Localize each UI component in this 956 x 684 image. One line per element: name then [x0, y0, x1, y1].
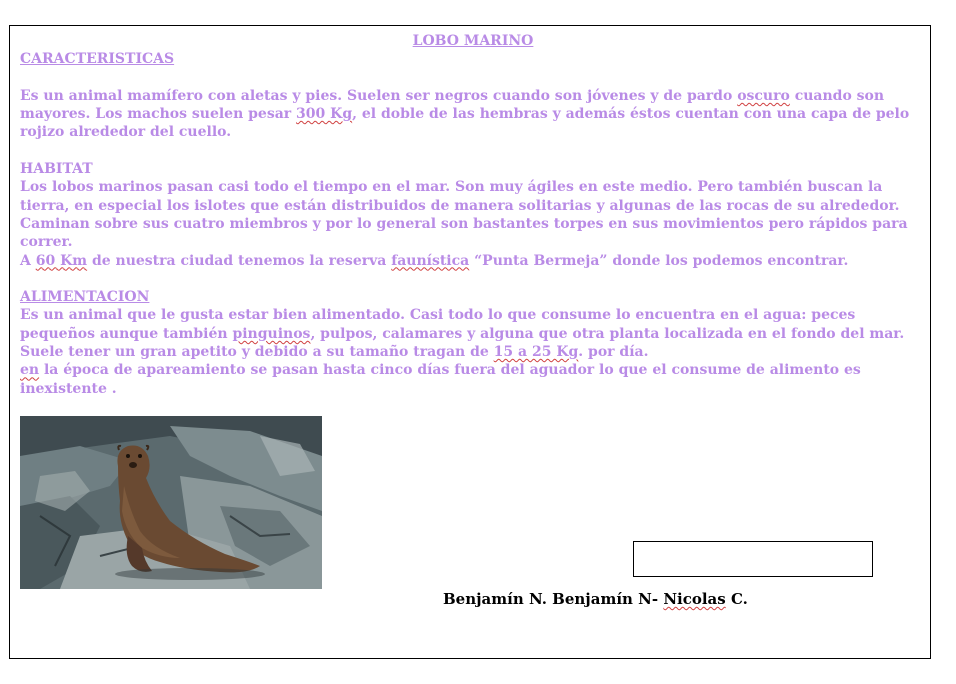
text-run: , el doble de las hembras y además éstos cuentan con una capa de pelo rojizo alrededor del cuello.	[20, 106, 910, 141]
spellcheck-word: 300 Kg	[296, 106, 353, 123]
heading-habitat: HABITAT	[20, 161, 93, 178]
spellcheck-word: faunística	[391, 252, 470, 269]
page-title: LOBO MARINO	[412, 33, 534, 49]
paragraph-alimentacion-1	[20, 306, 926, 361]
empty-text-box	[633, 541, 873, 577]
spacer	[20, 142, 926, 160]
text-run: Es un animal mamífero con aletas y pies. Suelen ser negros cuando son jóvenes y de pardo	[20, 87, 738, 104]
paragraph-habitat-1: Los lobos marinos pasan casi todo el tiempo en el mar. Son muy ágiles en este medio. Pero también buscan la tierra, en especial los islotes que están distribuidos de manera solitarias y algunas de las rocas de su alrededor. Caminan sobre sus cuatro miembros y por lo general son bastantes torpes en sus movimientos pero rápidos para correr.	[20, 179, 908, 251]
paragraph-caracteristicas	[20, 87, 926, 142]
text-run: la época de apareamiento se pasan hasta cinco días fuera del aguador lo que el consume de alimento es inexistente .	[20, 362, 861, 397]
heading-caracteristicas: CARACTERISTICAS	[20, 51, 175, 68]
document-page	[9, 25, 931, 659]
sea-lion-photo	[20, 416, 322, 589]
text-run: cuando son mayores. Los machos suelen pesar	[20, 87, 885, 123]
text-run: de nuestra ciudad tenemos la reserva	[87, 252, 392, 269]
heading-alimentacion: ALIMENTACION	[20, 289, 150, 306]
text-run: Es un animal que le gusta estar bien alimentado. Casi todo lo que consume lo encuentra en el agua: peces pequeños aunque también	[20, 307, 856, 342]
authors-line	[443, 590, 748, 608]
spellcheck-word: en	[20, 362, 40, 379]
text-run: . por día.	[578, 344, 649, 361]
text-run: C.	[725, 590, 748, 608]
document-content	[20, 32, 926, 398]
paragraph-alimentacion-2	[20, 361, 926, 398]
text-run: A	[20, 252, 36, 269]
spacer	[20, 270, 926, 288]
spellcheck-word: pinguinos	[232, 325, 311, 342]
spellcheck-word: 15 a 25 Kg	[493, 344, 579, 361]
text-run: , pulpos, calamares y alguna que otra planta localizada en el fondo del mar. Suele tener un gran apetito y debido a su tamaño tragan de	[20, 325, 905, 361]
text-run: “Punta Bermeja” donde los podemos encontrar.	[469, 252, 849, 269]
text-run: Benjamín N. Benjamín N-	[443, 590, 664, 608]
paragraph-habitat-2	[20, 252, 926, 270]
spacer	[20, 69, 926, 87]
spellcheck-word: Nicolas	[663, 590, 726, 608]
spellcheck-word: oscuro	[737, 87, 790, 104]
spellcheck-word: 60 Km	[35, 252, 88, 269]
